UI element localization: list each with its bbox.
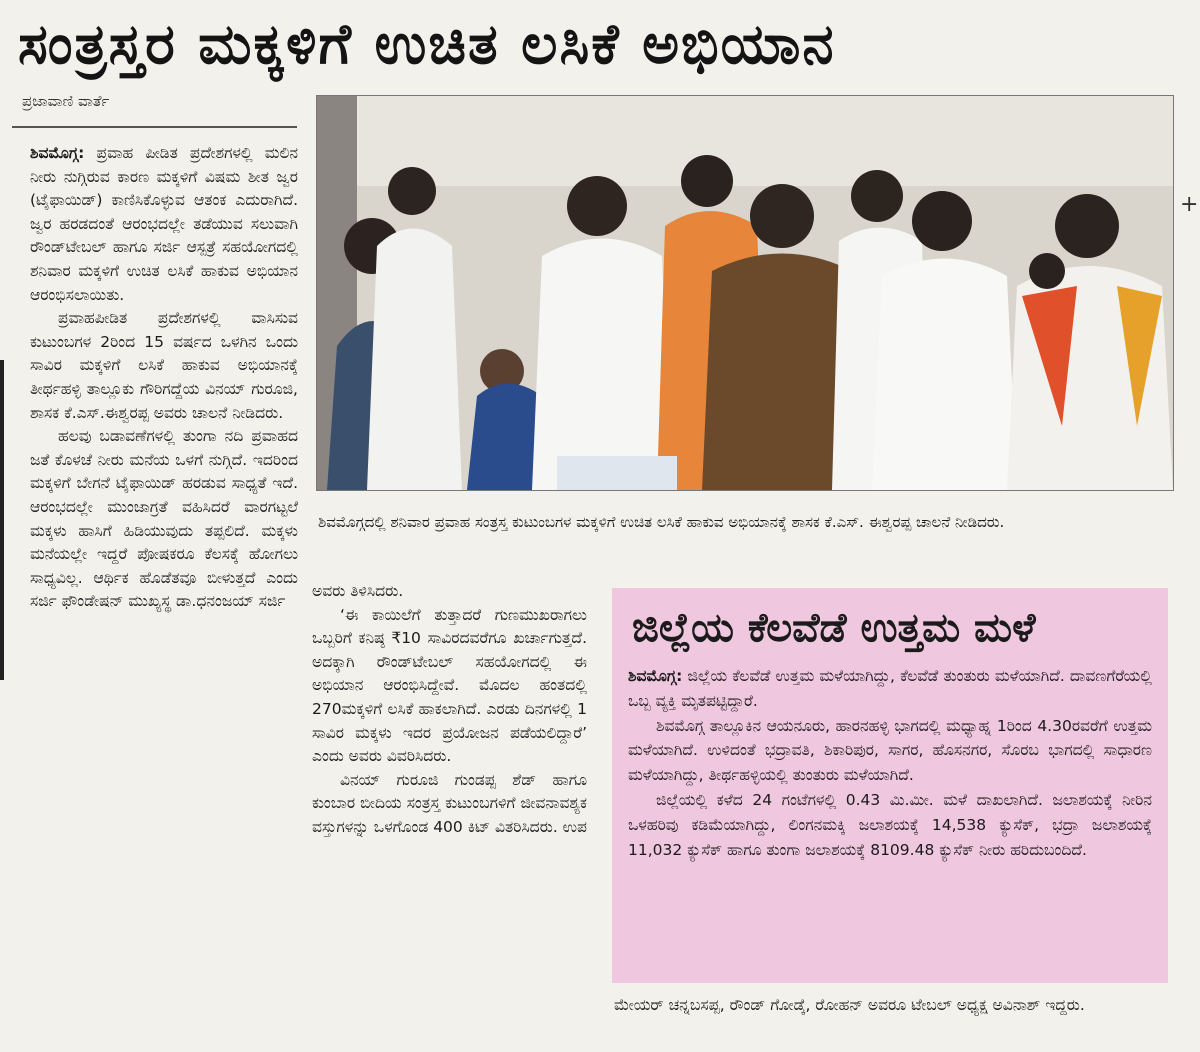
paragraph: ಅವರು ತಿಳಿಸಿದರು. [312,582,404,600]
photo-illustration [317,96,1173,490]
paragraph-text: ಪ್ರವಾಹ ಪೀಡಿತ ಪ್ರದೇಶಗಳಲ್ಲಿ ಮಲಿನ ನೀರು ನುಗ್ಗಿರುವ ಕಾರಣ ಮಕ್ಕಳಿಗೆ ವಿಷಮ ಶೀತ ಜ್ವರ (ಟೈಫಾಯಿಡ್) ಕಾಣಿಸಿಕೊಳ್ಳುವ ಆತಂಕ ಎದುರಾಗಿದೆ. ಜ್ವರ ಹರಡದಂತೆ ಆರಂಭದಲ್ಲೇ ತಡೆಯುವ ಸಲುವಾಗಿ ರೌಂಡ್‌ಟೇಬಲ್ ಹಾಗೂ ಸರ್ಜಿ ಆಸ್ಪತ್ರೆ ಸಹಯೋಗದಲ್ಲಿ ಶನಿವಾರ ಮಕ್ಕಳಿಗೆ ಉಚಿತ ಲಸಿಕೆ ಹಾಕುವ ಅಭಿಯಾನ ಆರಂಭಿಸಲಾಯಿತು. [30,144,298,304]
article-headline: ಸಂತ್ರಸ್ತರ ಮಕ್ಕಳಿಗೆ ಉಚಿತ ಲಸಿಕೆ ಅಭಿಯಾನ [18,12,836,77]
rain-box-body [628,664,1152,862]
article-column-1 [30,142,298,1047]
byline: ಪ್ರಜಾವಾಣಿ ವಾರ್ತೆ [22,92,110,110]
dateline: ಶಿವಮೊಗ್ಗ: [30,144,85,162]
paragraph-text: ಜಿಲ್ಲೆಯ ಕೆಲವೆಡೆ ಉತ್ತಮ ಮಳೆಯಾಗಿದ್ದು, ಕೆಲವೆಡೆ ತುಂತುರು ಮಳೆಯಾಗಿದೆ. ದಾವಣಗೆರೆಯಲ್ಲಿ ಒಬ್ಬ ವ್ಯಕ್ತಿ ಮೃತಪಟ್ಟಿದ್ದಾರೆ. [628,667,1152,710]
rain-box-title: ಜಿಲ್ಲೆಯ ಕೆಲವೆಡೆ ಉತ್ತಮ ಮಳೆ [632,605,1036,651]
dateline: ಶಿವಮೊಗ್ಗ: [628,667,683,685]
paragraph [30,142,298,307]
news-photo [316,95,1174,491]
crop-mark-icon: + [1180,192,1199,217]
paragraph: ಜಿಲ್ಲೆಯಲ್ಲಿ ಕಳೆದ 24 ಗಂಟೆಗಳಲ್ಲಿ 0.43 ಮಿ.ಮೀ. ಮಳೆ ದಾಖಲಾಗಿದೆ. ಜಲಾಶಯಕ್ಕೆ ನೀರಿನ ಒಳಹರಿವು ಕಡಿಮೆಯಾಗಿದ್ದು, ಲಿಂಗನಮಕ್ಕಿ ಜಲಾಶಯಕ್ಕೆ 14,538 ಕ್ಯುಸೆಕ್, ಭದ್ರಾ ಜಲಾಶಯಕ್ಕೆ 11,032 ಕ್ಯುಸೆಕ್ ಹಾಗೂ ತುಂಗಾ ಜಲಾಶಯಕ್ಕೆ 8109.48 ಕ್ಯುಸೆಕ್ ನೀರು ಹರಿದುಬಂದಿದೆ. [628,790,1152,859]
article-column-2 [312,580,587,1047]
paragraph: ವಿನಯ್ ಗುರೂಜಿ ಗುಂಡಪ್ಪ ಶೆಡ್ ಹಾಗೂ ಕುಂಬಾರ ಬೀದಿಯ ಸಂತ್ರಸ್ತ ಕುಟುಂಬಗಳಿಗೆ ಜೀವನಾವಶ್ಯಕ ವಸ್ತುಗಳನ್ನು ಒಳಗೊಂಡ 400 ಕಿಟ್ ವಿತರಿಸಿದರು. ಉಪ [312,770,587,836]
rain-news-box [612,588,1168,983]
paragraph: ‘ಈ ಕಾಯಿಲೆಗೆ ತುತ್ತಾದರೆ ಗುಣಮುಖರಾಗಲು ಒಬ್ಬರಿಗೆ ಕನಿಷ್ಠ ₹10 ಸಾವಿರದವರೆಗೂ ಖರ್ಚಾಗುತ್ತದೆ. ಅದಕ್ಕಾಗಿ ರೌಂಡ್‌ಟೇಬಲ್ ಸಹಯೋಗದಲ್ಲಿ ಈ ಅಭಿಯಾನ ಆರಂಭಿಸಿದ್ದೇವೆ. ಮೊದಲ ಹಂತದಲ್ಲಿ 270ಮಕ್ಕಳಿಗೆ ಲಸಿಕೆ ಹಾಕಲಾಗಿದೆ. ಎರಡು ದಿನಗಳಲ್ಲಿ 1 ಸಾವಿರ ಮಕ್ಕಳು ಇದರ ಪ್ರಯೋಜನ ಪಡೆಯಲಿದ್ದಾರೆ’ ಎಂದು ಅವರು ವಿವರಿಸಿದರು. [312,605,587,766]
paragraph: ಶಿವಮೊಗ್ಗ ತಾಲ್ಲೂಕಿನ ಆಯನೂರು, ಹಾರನಹಳ್ಳಿ ಭಾಗದಲ್ಲಿ ಮಧ್ಯಾಹ್ನ 1ರಿಂದ 4.30ರವರೆಗೆ ಉತ್ತಮ ಮಳೆಯಾಗಿದೆ. ಉಳಿದಂತೆ ಭದ್ರಾವತಿ, ಶಿಕಾರಿಪುರ, ಸಾಗರ, ಹೊಸನಗರ, ಸೊರಬ ಭಾಗದಲ್ಲಿ ಸಾಧಾರಣ ಮಳೆಯಾಗಿದ್ದು, ತೀರ್ಥಹಳ್ಳಿಯಲ್ಲಿ ತುಂತುರು ಮಳೆಯಾಗಿದೆ. [628,716,1152,785]
photo-caption: ಶಿವಮೊಗ್ಗದಲ್ಲಿ ಶನಿವಾರ ಪ್ರವಾಹ ಸಂತ್ರಸ್ತ ಕುಟುಂಬಗಳ ಮಕ್ಕಳಿಗೆ ಉಚಿತ ಲಸಿಕೆ ಹಾಕುವ ಅಭಿಯಾನಕ್ಕೆ ಶಾಸಕ ಕೆ.ಎಸ್. ಈಶ್ವರಪ್ಪ ಚಾಲನೆ ನೀಡಿದರು. [318,513,1005,531]
paragraph: ಪ್ರವಾಹಪೀಡಿತ ಪ್ರದೇಶಗಳಲ್ಲಿ ವಾಸಿಸುವ ಕುಟುಂಬಗಳ 2ರಿಂದ 15 ವರ್ಷದ ಒಳಗಿನ ಒಂದು ಸಾವಿರ ಮಕ್ಕಳಿಗೆ ಲಸಿಕೆ ಹಾಕುವ ಅಭಿಯಾನಕ್ಕೆ ತೀರ್ಥಹಳ್ಳಿ ತಾಲ್ಲೂಕು ಗೌರಿಗದ್ದೆಯ ವಿನಯ್ ಗುರೂಜಿ, ಶಾಸಕ ಕೆ.ಎಸ್.ಈಶ್ವರಪ್ಪ ಅವರು ಚಾಲನೆ ನೀಡಿದರು. [30,309,298,422]
paragraph [628,664,1152,714]
article-column-3: ಮೇಯರ್ ಚನ್ನಬಸಪ್ಪ, ರೌಂಡ್ ಗೋಡ್ಕೆ, ರೋಹನ್ ಅವರೂ ಟೇಬಲ್ ಅಧ್ಯಕ್ಷ ಅವಿನಾಶ್ ಇದ್ದರು. [614,996,1085,1014]
byline-divider [12,126,297,128]
page-edge-mark [0,360,4,680]
paragraph: ಹಲವು ಬಡಾವಣೆಗಳಲ್ಲಿ ತುಂಗಾ ನದಿ ಪ್ರವಾಹದ ಜತೆ ಕೊಳಚೆ ನೀರು ಮನೆಯ ಒಳಗೆ ನುಗ್ಗಿದೆ. ಇದರಿಂದ ಮಕ್ಕಳಿಗೆ ಬೇಗನೆ ಟೈಫಾಯಿಡ್ ಹರಡುವ ಸಾಧ್ಯತೆ ಇದೆ. ಆರಂಭದಲ್ಲೇ ಮುಂಜಾಗ್ರತೆ ವಹಿಸಿದರೆ ವಾರಗಟ್ಟಲೆ ಮಕ್ಕಳು ಹಾಸಿಗೆ ಹಿಡಿಯುವುದು ತಪ್ಪಲಿದೆ. ಮಕ್ಕಳು ಮನೆಯಲ್ಲೇ ಇದ್ದರೆ ಪೋಷಕರೂ ಕೆಲಸಕ್ಕೆ ಹೋಗಲು ಸಾಧ್ಯವಿಲ್ಲ. ಆರ್ಥಿಕ ಹೊಡೆತವೂ ಬೀಳುತ್ತದೆ ಎಂದು ಸರ್ಜಿ ಫೌಂಡೇಷನ್ ಮುಖ್ಯಸ್ಥ ಡಾ.ಧನಂಜಯ್ ಸರ್ಜಿ [30,427,298,611]
